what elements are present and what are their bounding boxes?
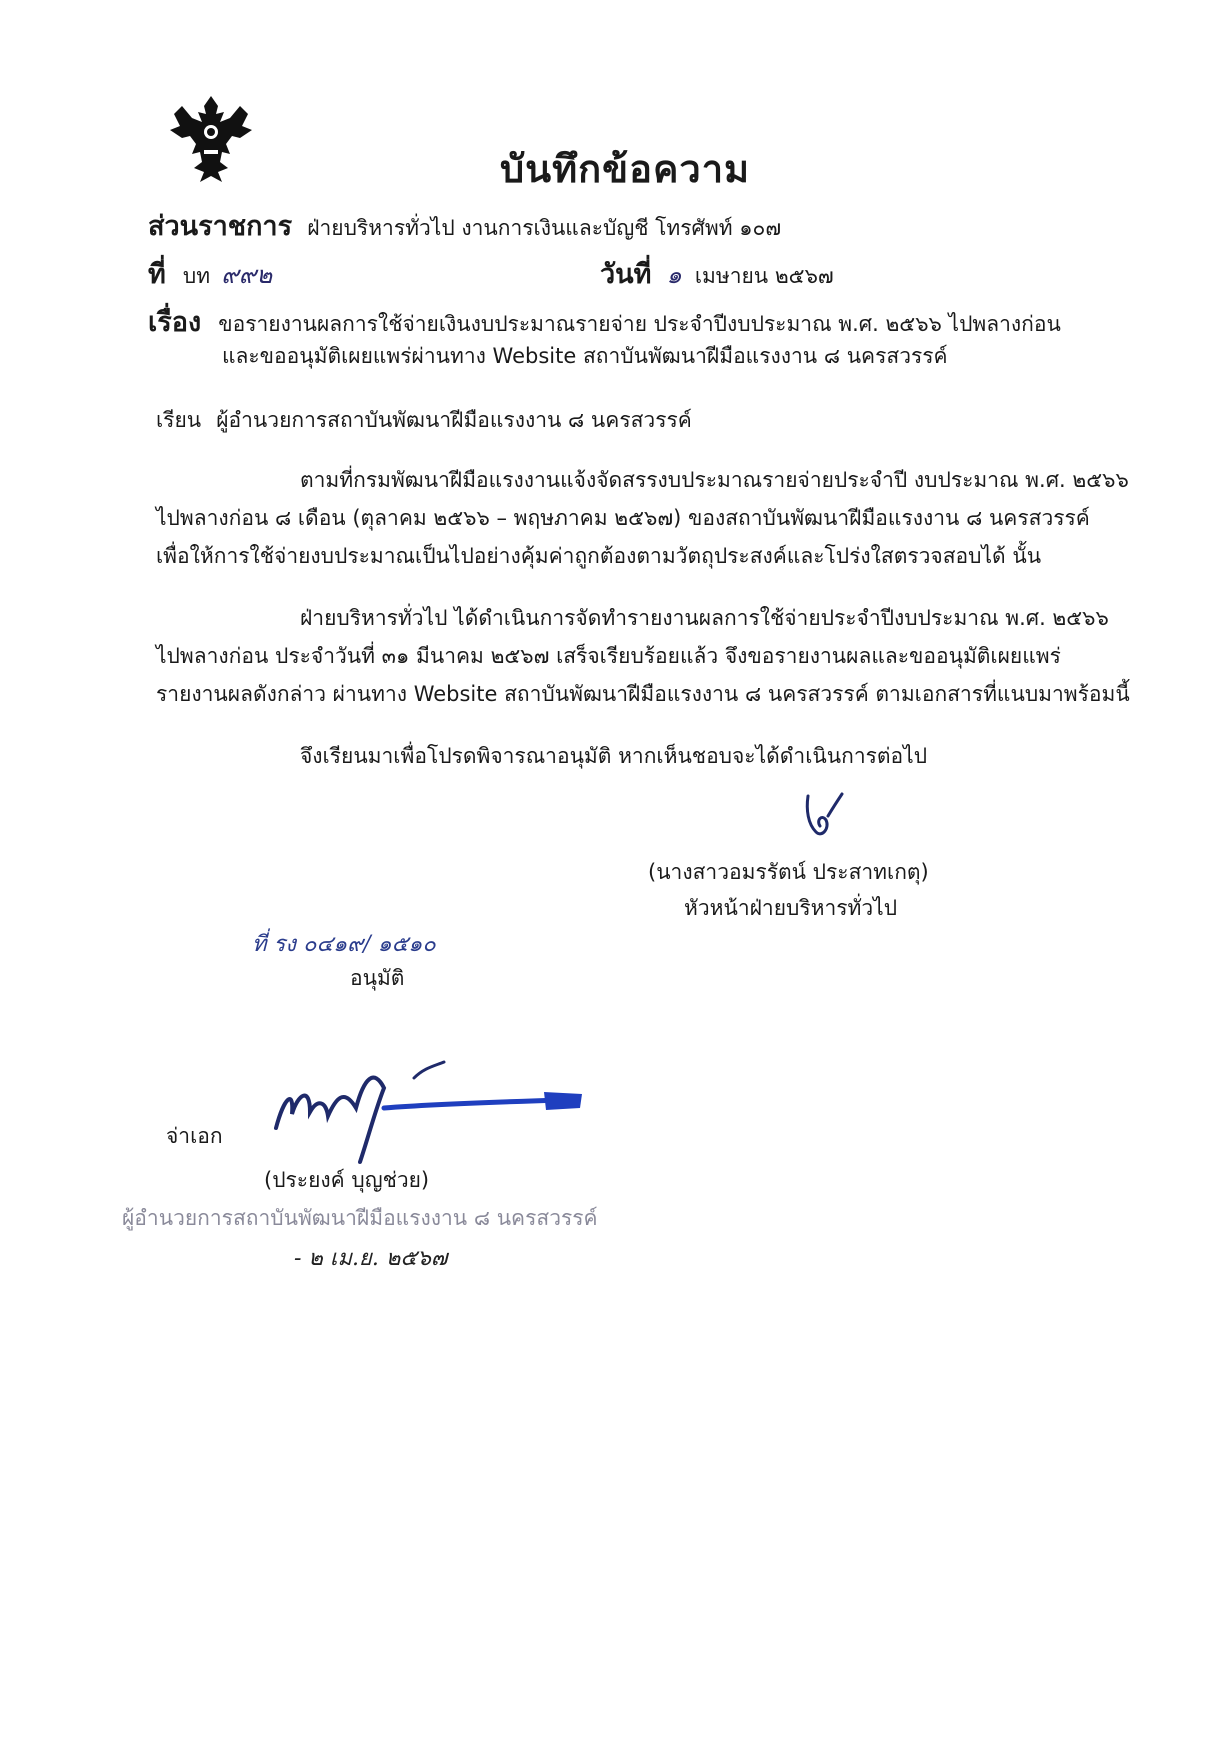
approval-ref: ที่ รง ๐๔๑๙/ ๑๕๑๐ <box>252 932 436 957</box>
agency-value: ฝ่ายบริหารทั่วไป งานการเงินและบัญชี โทรศัพท์ ๑๐๗ <box>307 216 782 240</box>
subject-row <box>148 300 1061 343</box>
approval-date: - ๒ เม.ย. ๒๕๖๗ <box>294 1246 448 1271</box>
para1-line3: เพื่อให้การใช้จ่ายงบประมาณเป็นไปอย่างคุ้มค่าถูกต้องตามวัตถุประสงค์และโปร่งใสตรวจสอบได้ นั้น <box>156 544 1042 568</box>
signer-position: หัวหน้าฝ่ายบริหารทั่วไป <box>684 896 898 920</box>
agency-label: ส่วนราชการ <box>148 211 293 242</box>
to-label: เรียน <box>156 408 202 432</box>
para2-line3: รายงานผลดังกล่าว ผ่านทาง Website สถาบันพัฒนาฝีมือแรงงาน ๘ นครสวรรค์ ตามเอกสารที่แนบมาพร้อมนี้ <box>156 682 1130 706</box>
approval-note: อนุมัติ <box>350 966 405 990</box>
ref-label: ที่ <box>148 259 166 290</box>
memo-title: บันทึกข้อความ <box>500 147 751 191</box>
approver-position: ผู้อำนวยการสถาบันพัฒนาฝีมือแรงงาน ๘ นครสวรรค์ <box>122 1206 598 1230</box>
para3: จึงเรียนมาเพื่อโปรดพิจารณาอนุมัติ หากเห็นชอบจะได้ดำเนินการต่อไป <box>300 744 928 768</box>
agency-row <box>148 204 781 247</box>
ref-number: ๙๙๒ <box>221 261 273 289</box>
ref-row <box>148 252 272 295</box>
para1-line1: ตามที่กรมพัฒนาฝีมือแรงงานแจ้งจัดสรรงบประมาณรายจ่ายประจำปี งบประมาณ พ.ศ. ๒๕๖๖ <box>300 468 1129 492</box>
date-rest: เมษายน ๒๕๖๗ <box>694 264 834 288</box>
signer-name: (นางสาวอมรรัตน์ ประสาทเกตุ) <box>648 860 929 884</box>
to-row <box>156 404 692 437</box>
subject-line-1: ขอรายงานผลการใช้จ่ายเงินงบประมาณรายจ่าย ประจำปีงบประมาณ พ.ศ. ๒๕๖๖ ไปพลางก่อน <box>218 312 1061 336</box>
signer-signature <box>790 790 850 848</box>
subject-line-2: และขออนุมัติเผยแพร่ผ่านทาง Website สถาบันพัฒนาฝีมือแรงงาน ๘ นครสวรรค์ <box>222 344 948 368</box>
ref-prefix: บท <box>182 264 211 288</box>
para2-line1: ฝ่ายบริหารทั่วไป ได้ดำเนินการจัดทำรายงานผลการใช้จ่ายประจำปีงบประมาณ พ.ศ. ๒๕๖๖ <box>300 606 1109 630</box>
approver-name: (ประยงค์ บุญช่วย) <box>264 1168 430 1192</box>
approver-side-label: จ่าเอก <box>166 1124 223 1148</box>
approver-signature <box>264 1058 594 1168</box>
date-row <box>600 252 834 295</box>
date-day: ๑ <box>666 261 682 289</box>
garuda-emblem-icon <box>168 92 254 188</box>
para2-line2: ไปพลางก่อน ประจำวันที่ ๓๑ มีนาคม ๒๕๖๗ เสร็จเรียบร้อยแล้ว จึงขอรายงานผลและขออนุมัติเผยแพร่ <box>156 644 1061 668</box>
subject-label: เรื่อง <box>148 307 202 338</box>
date-label: วันที่ <box>600 259 652 290</box>
to-value: ผู้อำนวยการสถาบันพัฒนาฝีมือแรงงาน ๘ นครสวรรค์ <box>216 408 692 432</box>
para1-line2: ไปพลางก่อน ๘ เดือน (ตุลาคม ๒๕๖๖ – พฤษภาคม ๒๕๖๗) ของสถาบันพัฒนาฝีมือแรงงาน ๘ นครสวรรค์ <box>156 506 1090 530</box>
